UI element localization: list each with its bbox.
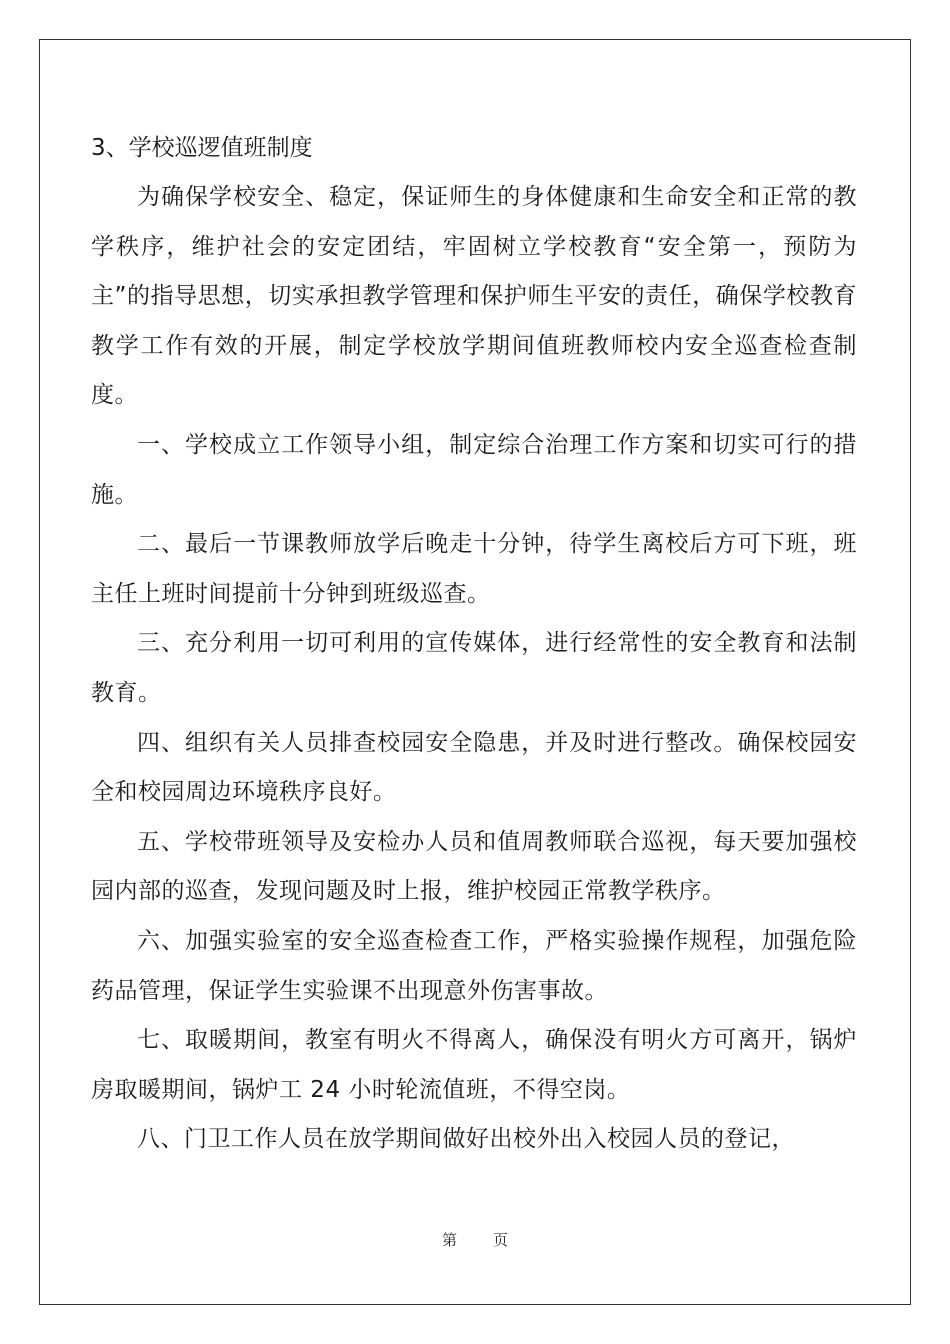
rule-paragraph-7: 七、取暖期间，教室有明火不得离人，确保没有明火方可离开，锅炉房取暖期间，锅炉工 24 小时轮流值班，不得空岗。 <box>91 1027 857 1103</box>
rule-paragraph-1: 一、学校成立工作领导小组，制定综合治理工作方案和切实可行的措施。 <box>91 431 857 508</box>
rule-paragraph-2: 二、最后一节课教师放学后晚走十分钟，待学生离校后方可下班，班主任上班时间提前十分钟到班级巡查。 <box>91 531 857 607</box>
intro-paragraph: 为确保学校安全、稳定，保证师生的身体健康和生命安全和正常的教学秩序，维护社会的安定团结，牢固树立学校教育“安全第一，预防为主”的指导思想，切实承担教学管理和保护师生平安的责任，确保学校教育教学工作有效的开展，制定学校放学期间值班教师校内安全巡查检查制度。 <box>91 184 857 409</box>
page-footer <box>0 1229 950 1250</box>
footer-page-prefix: 第 <box>441 1231 457 1249</box>
rule-paragraph-8: 八、门卫工作人员在放学期间做好出校外出入校园人员的登记， <box>137 1126 795 1153</box>
footer-page-suffix: 页 <box>493 1231 509 1249</box>
rule-paragraph-3: 三、充分利用一切可利用的宣传媒体，进行经常性的安全教育和法制教育。 <box>91 630 857 706</box>
document-body <box>91 123 857 1165</box>
document-title: 3、学校巡逻值班制度 <box>91 135 313 161</box>
rule-paragraph-5: 五、学校带班领导及安检办人员和值周教师联合巡视，每天要加强校园内部的巡查，发现问题及时上报，维护校园正常教学秩序。 <box>91 828 857 905</box>
rule-paragraph-6: 六、加强实验室的安全巡查检查工作，严格实验操作规程，加强危险药品管理，保证学生实验课不出现意外伤害事故。 <box>91 927 857 1004</box>
rule-paragraph-4: 四、组织有关人员排查校园安全隐患，并及时进行整改。确保校园安全和校园周边环境秩序良好。 <box>91 729 857 806</box>
